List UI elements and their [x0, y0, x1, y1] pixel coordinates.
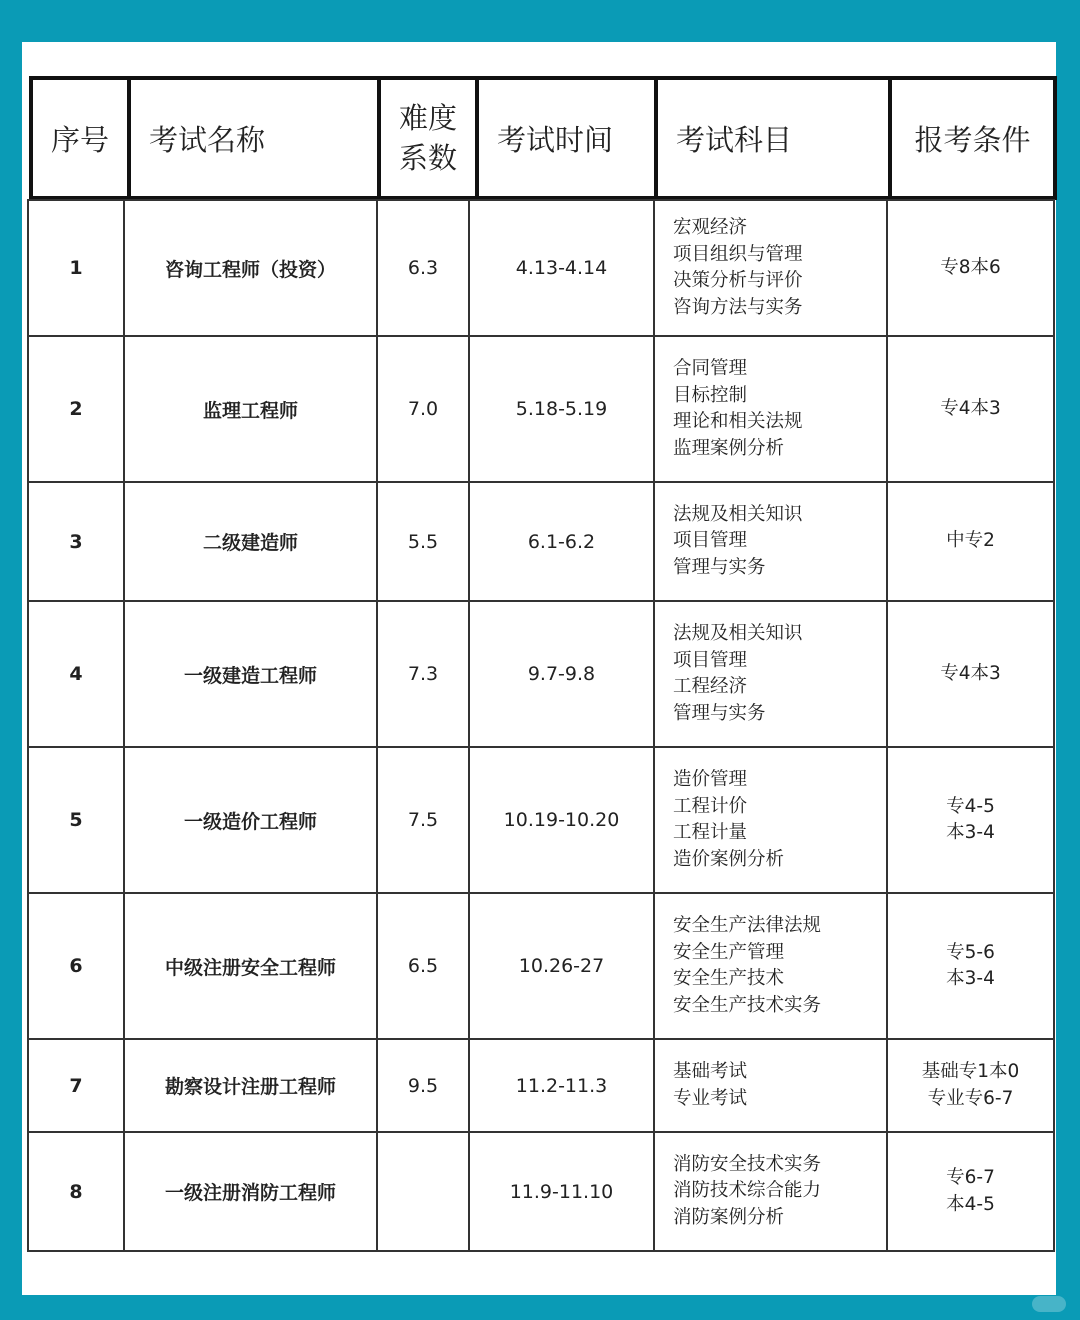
row-exam-time: 10.19-10.20 [469, 747, 654, 893]
table-header [29, 76, 1057, 200]
row-exam-name: 监理工程师 [124, 336, 377, 482]
row-exam-name: 二级建造师 [124, 482, 377, 601]
watermark [1032, 1296, 1066, 1312]
exam-table-card [22, 42, 1056, 1295]
subject-item: 基础考试 [673, 1061, 748, 1082]
header-difficulty [379, 78, 477, 198]
condition-item: 专8本6 [940, 256, 1001, 278]
condition-item: 中专2 [946, 530, 995, 552]
subject-item: 工程计量 [673, 822, 748, 843]
condition-item: 本3-4 [946, 968, 995, 989]
header-difficulty-line1: 难度 [398, 101, 457, 135]
subject-item: 目标控制 [673, 384, 748, 406]
row-conditions [887, 1132, 1054, 1251]
row-difficulty: 6.3 [377, 200, 469, 336]
table-body [27, 199, 1055, 1252]
row-difficulty: 6.5 [377, 893, 469, 1039]
table-row [28, 747, 1054, 893]
row-difficulty: 9.5 [377, 1039, 469, 1132]
table-row [28, 200, 1054, 336]
row-exam-time: 9.7-9.8 [469, 601, 654, 747]
row-exam-name: 咨询工程师（投资） [124, 200, 377, 336]
row-subjects [654, 200, 887, 336]
subject-item: 法规及相关知识 [673, 623, 803, 644]
subject-item: 工程计价 [673, 795, 748, 817]
subject-item: 工程经济 [673, 676, 748, 697]
table-row [28, 601, 1054, 747]
subject-item: 专业考试 [673, 1087, 748, 1109]
subject-item: 决策分析与评价 [673, 270, 803, 291]
row-seq: 6 [28, 893, 124, 1039]
row-exam-time: 11.9-11.10 [469, 1132, 654, 1251]
condition-item: 基础专1本0 [921, 1061, 1020, 1082]
condition-item: 专4-5 [946, 795, 995, 817]
row-conditions [887, 747, 1054, 893]
row-conditions [887, 482, 1054, 601]
row-subjects [654, 893, 887, 1039]
row-seq: 7 [28, 1039, 124, 1132]
table-row [28, 1039, 1054, 1132]
row-seq: 1 [28, 200, 124, 336]
row-difficulty: 5.5 [377, 482, 469, 601]
row-difficulty: 7.3 [377, 601, 469, 747]
row-exam-name: 一级造价工程师 [124, 747, 377, 893]
row-exam-time: 6.1-6.2 [469, 482, 654, 601]
condition-item: 专4本3 [940, 397, 1001, 419]
row-exam-name: 一级注册消防工程师 [124, 1132, 377, 1251]
row-seq: 8 [28, 1132, 124, 1251]
row-seq: 5 [28, 747, 124, 893]
subject-item: 消防安全技术实务 [673, 1153, 822, 1175]
row-subjects [654, 601, 887, 747]
row-seq: 2 [28, 336, 124, 482]
header-conditions: 报考条件 [890, 78, 1055, 198]
row-difficulty: 7.5 [377, 747, 469, 893]
header-difficulty-line2: 系数 [398, 141, 457, 175]
row-conditions [887, 893, 1054, 1039]
subject-item: 安全生产技术 [673, 968, 785, 989]
subject-item: 咨询方法与实务 [673, 296, 803, 318]
condition-item: 本4-5 [946, 1193, 995, 1215]
row-difficulty [377, 1132, 469, 1251]
row-exam-time: 5.18-5.19 [469, 336, 654, 482]
subject-item: 理论和相关法规 [673, 411, 803, 432]
subject-item: 项目管理 [673, 649, 748, 671]
row-subjects [654, 336, 887, 482]
row-conditions [887, 601, 1054, 747]
row-exam-name: 勘察设计注册工程师 [124, 1039, 377, 1132]
row-conditions [887, 1039, 1054, 1132]
subject-item: 管理与实务 [673, 556, 766, 578]
subject-item: 合同管理 [673, 358, 748, 379]
subject-item: 监理案例分析 [673, 437, 785, 459]
condition-item: 专业专6-7 [927, 1087, 1014, 1109]
subject-item: 消防案例分析 [673, 1206, 785, 1228]
subject-item: 安全生产法律法规 [673, 915, 822, 936]
table-row [28, 482, 1054, 601]
table-row [28, 1132, 1054, 1251]
row-subjects [654, 1039, 887, 1132]
row-exam-time: 11.2-11.3 [469, 1039, 654, 1132]
subject-item: 项目管理 [673, 530, 748, 552]
header-subjects: 考试科目 [656, 78, 890, 198]
subject-item: 宏观经济 [673, 217, 748, 238]
subject-item: 法规及相关知识 [673, 503, 803, 525]
row-exam-name: 一级建造工程师 [124, 601, 377, 747]
subject-item: 消防技术综合能力 [673, 1180, 822, 1202]
row-subjects [654, 1132, 887, 1251]
header-time: 考试时间 [477, 78, 656, 198]
table-row [28, 336, 1054, 482]
condition-item: 本3-4 [946, 822, 995, 843]
header-seq: 序号 [31, 78, 129, 198]
row-subjects [654, 482, 887, 601]
table-row [28, 893, 1054, 1039]
condition-item: 专5-6 [946, 941, 995, 963]
row-conditions [887, 336, 1054, 482]
row-difficulty: 7.0 [377, 336, 469, 482]
subject-item: 管理与实务 [673, 702, 766, 724]
row-exam-time: 4.13-4.14 [469, 200, 654, 336]
row-conditions [887, 200, 1054, 336]
row-exam-time: 10.26-27 [469, 893, 654, 1039]
subject-item: 安全生产技术实务 [673, 994, 822, 1016]
row-exam-name: 中级注册安全工程师 [124, 893, 377, 1039]
row-subjects [654, 747, 887, 893]
header-name: 考试名称 [129, 78, 379, 198]
row-seq: 4 [28, 601, 124, 747]
condition-item: 专4本3 [940, 662, 1001, 684]
subject-item: 造价管理 [673, 769, 748, 790]
subject-item: 安全生产管理 [673, 941, 785, 963]
condition-item: 专6-7 [946, 1167, 995, 1188]
subject-item: 项目组织与管理 [673, 243, 803, 265]
row-seq: 3 [28, 482, 124, 601]
subject-item: 造价案例分析 [673, 848, 785, 870]
